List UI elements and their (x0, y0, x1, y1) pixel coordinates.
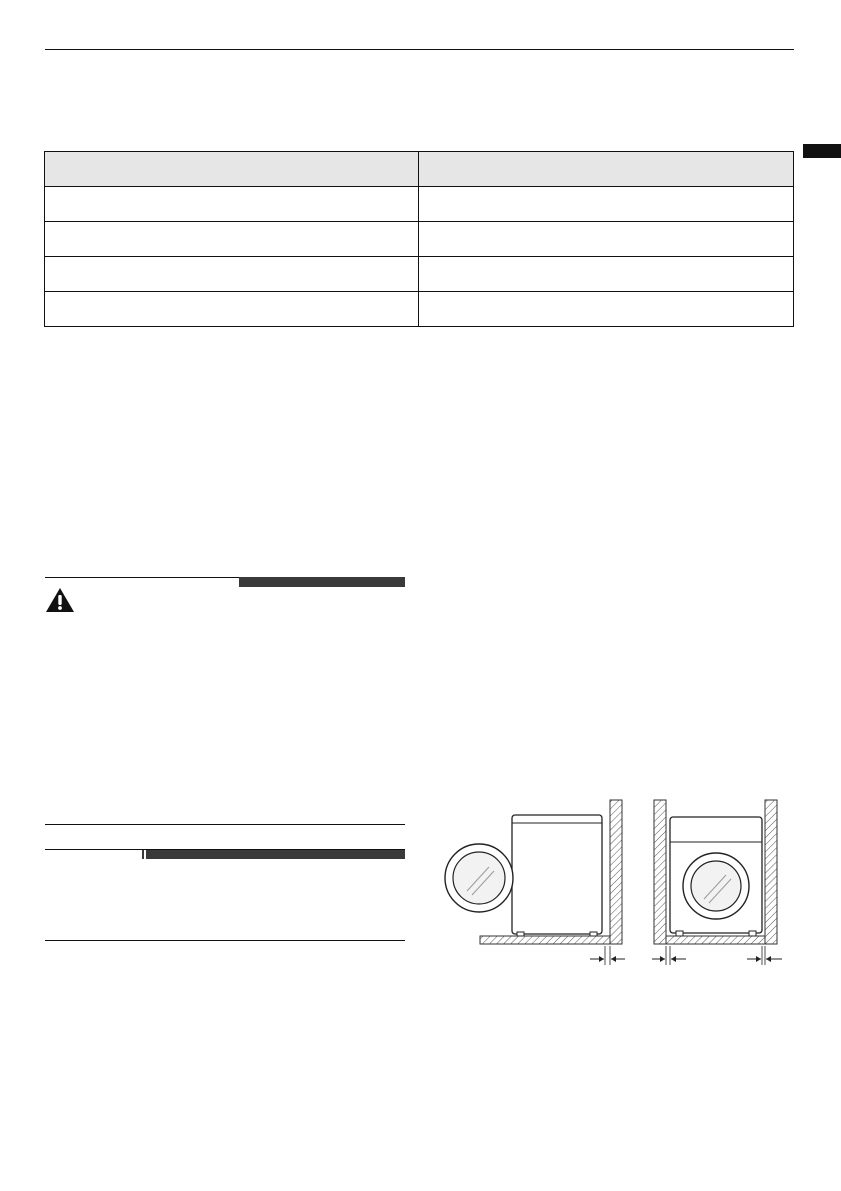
table-row (45, 257, 794, 292)
caution-heading-bar (239, 577, 405, 587)
table-cell (419, 222, 794, 257)
table-header-cell (419, 152, 794, 187)
table-cell (419, 257, 794, 292)
table-row (45, 222, 794, 257)
spec-table (44, 151, 794, 327)
table-row (45, 292, 794, 327)
caution-section (45, 577, 405, 578)
header-rule (45, 49, 794, 50)
side-view-illustration (445, 800, 625, 965)
installation-clearance-diagram (440, 795, 800, 975)
front-view-illustration (652, 800, 782, 965)
table-row (45, 187, 794, 222)
table-cell (419, 292, 794, 327)
table-cell (45, 187, 419, 222)
note-bar-notch (144, 850, 146, 859)
warning-triangle-icon (45, 587, 75, 613)
note-heading-bar (142, 850, 405, 859)
note-bottom-rule (45, 940, 405, 941)
table-cell (45, 222, 419, 257)
table-header-row (45, 152, 794, 187)
table-header-cell (45, 152, 419, 187)
note-top-rule (45, 824, 405, 825)
language-tab (803, 144, 841, 158)
table-cell (45, 292, 419, 327)
table-cell (45, 257, 419, 292)
note-section (45, 824, 405, 825)
table-cell (419, 187, 794, 222)
